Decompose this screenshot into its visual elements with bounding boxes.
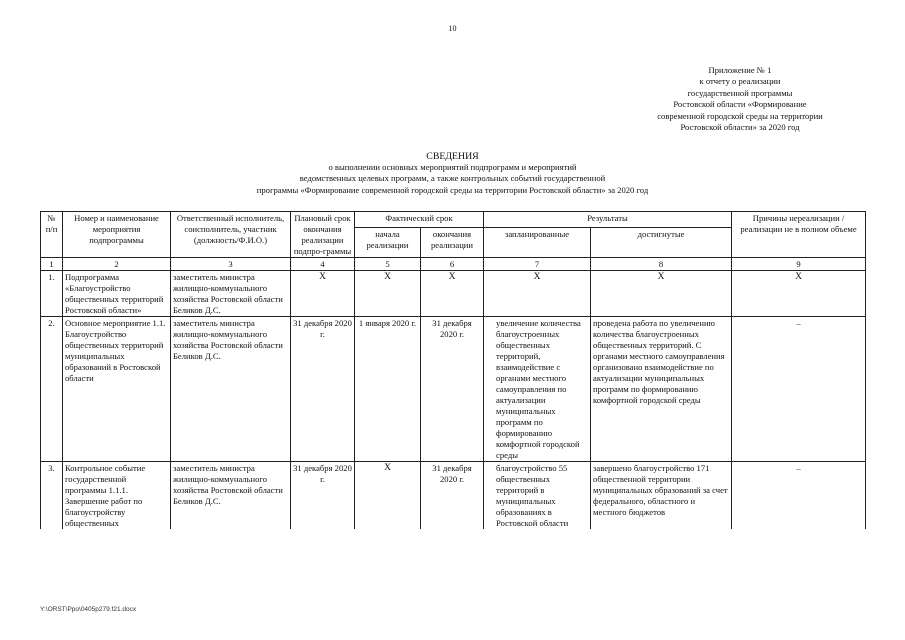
row-reasons: Х xyxy=(732,271,866,317)
header-actual-term: Фактический срок xyxy=(355,212,484,228)
row-actual-start: Х xyxy=(355,271,421,317)
row-planned-term: 31 декабря 2020 г. xyxy=(291,462,355,530)
column-number: 3 xyxy=(171,258,291,271)
table-row xyxy=(41,271,866,317)
row-num: 1. xyxy=(41,271,63,317)
row-actual-start: 1 января 2020 г. xyxy=(355,317,421,462)
row-num: 3. xyxy=(41,462,63,530)
header-executor: Ответственный исполнитель, соисполнитель, участник (должность/Ф.И.О.) xyxy=(171,212,291,258)
header-row xyxy=(41,212,866,228)
subtitle-line: ведомственных целевых программ, а также контрольных событий государственной xyxy=(299,173,606,184)
column-number: 7 xyxy=(484,258,591,271)
row-planned-results: Х xyxy=(484,271,591,317)
row-actual-end: Х xyxy=(421,271,484,317)
appendix-line: Ростовской области «Формирование xyxy=(673,99,807,110)
row-name: Подпрограмма «Благоустройство общественных территорий Ростовской области» xyxy=(63,271,171,317)
column-number: 6 xyxy=(421,258,484,271)
appendix-line: Ростовской области» за 2020 год xyxy=(680,122,800,133)
header-planned-results: запланированные xyxy=(484,228,591,258)
row-planned-results: увеличение количества благоустроенных общественных территорий, взаимодействие с органами местного самоуправления по актуализации муниципальных программ по формированию комфортной городской среды xyxy=(484,317,591,462)
header-planned-term: Плановый срок окончания реализации подпро-граммы xyxy=(291,212,355,258)
report-table xyxy=(40,211,866,529)
row-actual-end: 31 декабря 2020 г. xyxy=(421,317,484,462)
document-subtitle xyxy=(0,162,905,196)
header-actual-end: окончания реализации xyxy=(421,228,484,258)
column-number: 9 xyxy=(732,258,866,271)
page-number: 10 xyxy=(448,24,457,33)
header-achieved-results: достигнутые xyxy=(591,228,732,258)
row-achieved-results: проведена работа по увеличению количества благоустроенных общественных территорий. С органами местного самоуправления организовано взаимодействие по актуализации муниципальных программ по формированию комфортной городской среды xyxy=(591,317,732,462)
row-executor: заместитель министра жилищно-коммунального хозяйства Ростовской области Беликов Д.С. xyxy=(171,462,291,530)
subtitle-line: о выполнении основных мероприятий подпрограмм и мероприятий xyxy=(328,162,577,172)
row-executor: заместитель министра жилищно-коммунального хозяйства Ростовской области Беликов Д.С. xyxy=(171,271,291,317)
header-reasons: Причины нереализации / реализации не в полном объеме xyxy=(732,212,866,258)
row-planned-term: 31 декабря 2020 г. xyxy=(291,317,355,462)
column-number: 1 xyxy=(41,258,63,271)
subtitle-line: программы «Формирование современной городской среды на территории Ростовской области» за 2020 год xyxy=(256,184,649,195)
row-planned-term: Х xyxy=(291,271,355,317)
row-achieved-results: завершено благоустройство 171 общественной территории муниципальных образований за счет федерального, областного и местного бюджетов xyxy=(591,462,732,530)
appendix-line: государственной программы xyxy=(687,87,793,98)
file-path-footer: Y:\ORST\Ppo\0405p279.f21.docx xyxy=(40,606,137,613)
row-executor: заместитель министра жилищно-коммунального хозяйства Ростовской области Беликов Д.С. xyxy=(171,317,291,462)
row-actual-end: 31 декабря 2020 г. xyxy=(421,462,484,530)
row-name: Контрольное событие государственной программы 1.1.1. Завершение работ по благоустройству общественных xyxy=(63,462,171,530)
appendix-line: Приложение № 1 xyxy=(708,65,772,75)
header-results: Результаты xyxy=(484,212,732,228)
column-number: 2 xyxy=(63,258,171,271)
row-planned-results: благоустройство 55 общественных территорий в муниципальных образованиях в Ростовской области xyxy=(484,462,591,530)
row-num: 2. xyxy=(41,317,63,462)
row-achieved-results: Х xyxy=(591,271,732,317)
header-num: № п/п xyxy=(41,212,63,258)
header-actual-start: начала реализации xyxy=(355,228,421,258)
row-name: Основное мероприятие 1.1. Благоустройство общественных территорий муниципальных образований в Ростовской области xyxy=(63,317,171,462)
row-reasons: – xyxy=(732,462,866,530)
table-row xyxy=(41,462,866,530)
appendix-line: к отчету о реализации xyxy=(699,76,781,87)
header-name: Номер и наименование мероприятия подпрограммы xyxy=(63,212,171,258)
column-number: 4 xyxy=(291,258,355,271)
row-reasons: – xyxy=(732,317,866,462)
column-number: 8 xyxy=(591,258,732,271)
appendix-note xyxy=(620,65,860,133)
row-actual-start: Х xyxy=(355,462,421,530)
appendix-line: современной городской среды на территории xyxy=(657,110,823,121)
column-number: 5 xyxy=(355,258,421,271)
document-title: СВЕДЕНИЯ xyxy=(426,151,479,162)
table-row xyxy=(41,317,866,462)
column-number-row xyxy=(41,258,866,271)
